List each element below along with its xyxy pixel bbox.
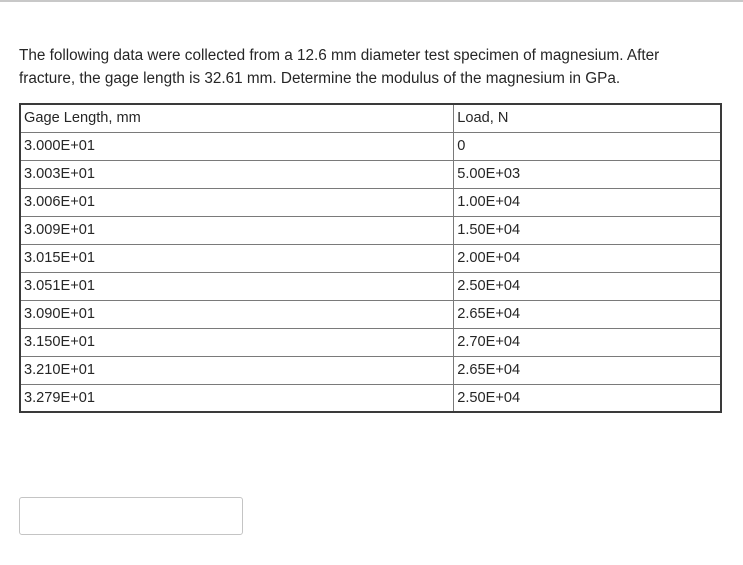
table-row xyxy=(20,216,721,244)
column-header-load: Load, N xyxy=(454,104,721,132)
table-row xyxy=(20,300,721,328)
gage-length-cell: 3.051E+01 xyxy=(20,272,454,300)
gage-length-cell: 3.279E+01 xyxy=(20,384,454,412)
load-cell: 2.50E+04 xyxy=(454,384,721,412)
answer-input[interactable] xyxy=(19,497,243,535)
gage-length-cell: 3.210E+01 xyxy=(20,356,454,384)
table-row xyxy=(20,384,721,412)
table-row xyxy=(20,328,721,356)
table-row xyxy=(20,244,721,272)
load-cell: 2.65E+04 xyxy=(454,300,721,328)
load-cell: 5.00E+03 xyxy=(454,160,721,188)
load-cell: 2.65E+04 xyxy=(454,356,721,384)
gage-length-cell: 3.003E+01 xyxy=(20,160,454,188)
load-cell: 0 xyxy=(454,132,721,160)
gage-length-cell: 3.090E+01 xyxy=(20,300,454,328)
load-cell: 2.50E+04 xyxy=(454,272,721,300)
table-row xyxy=(20,188,721,216)
table-row xyxy=(20,160,721,188)
question-text: The following data were collected from a 12.6 mm diameter test specimen of magnesium. After fracture, the gage length is 32.61 mm. Determine the modulus of the magnesium in GPa. xyxy=(19,47,660,87)
table-row xyxy=(20,132,721,160)
load-cell: 1.00E+04 xyxy=(454,188,721,216)
table-row xyxy=(20,272,721,300)
table-row xyxy=(20,356,721,384)
gage-length-cell: 3.009E+01 xyxy=(20,216,454,244)
load-cell: 2.00E+04 xyxy=(454,244,721,272)
load-cell: 1.50E+04 xyxy=(454,216,721,244)
table-header-row xyxy=(20,104,721,132)
gage-length-cell: 3.015E+01 xyxy=(20,244,454,272)
top-divider xyxy=(0,0,743,2)
load-cell: 2.70E+04 xyxy=(454,328,721,356)
data-table xyxy=(19,103,722,413)
gage-length-cell: 3.000E+01 xyxy=(20,132,454,160)
gage-length-cell: 3.006E+01 xyxy=(20,188,454,216)
column-header-gage-length: Gage Length, mm xyxy=(20,104,454,132)
gage-length-cell: 3.150E+01 xyxy=(20,328,454,356)
